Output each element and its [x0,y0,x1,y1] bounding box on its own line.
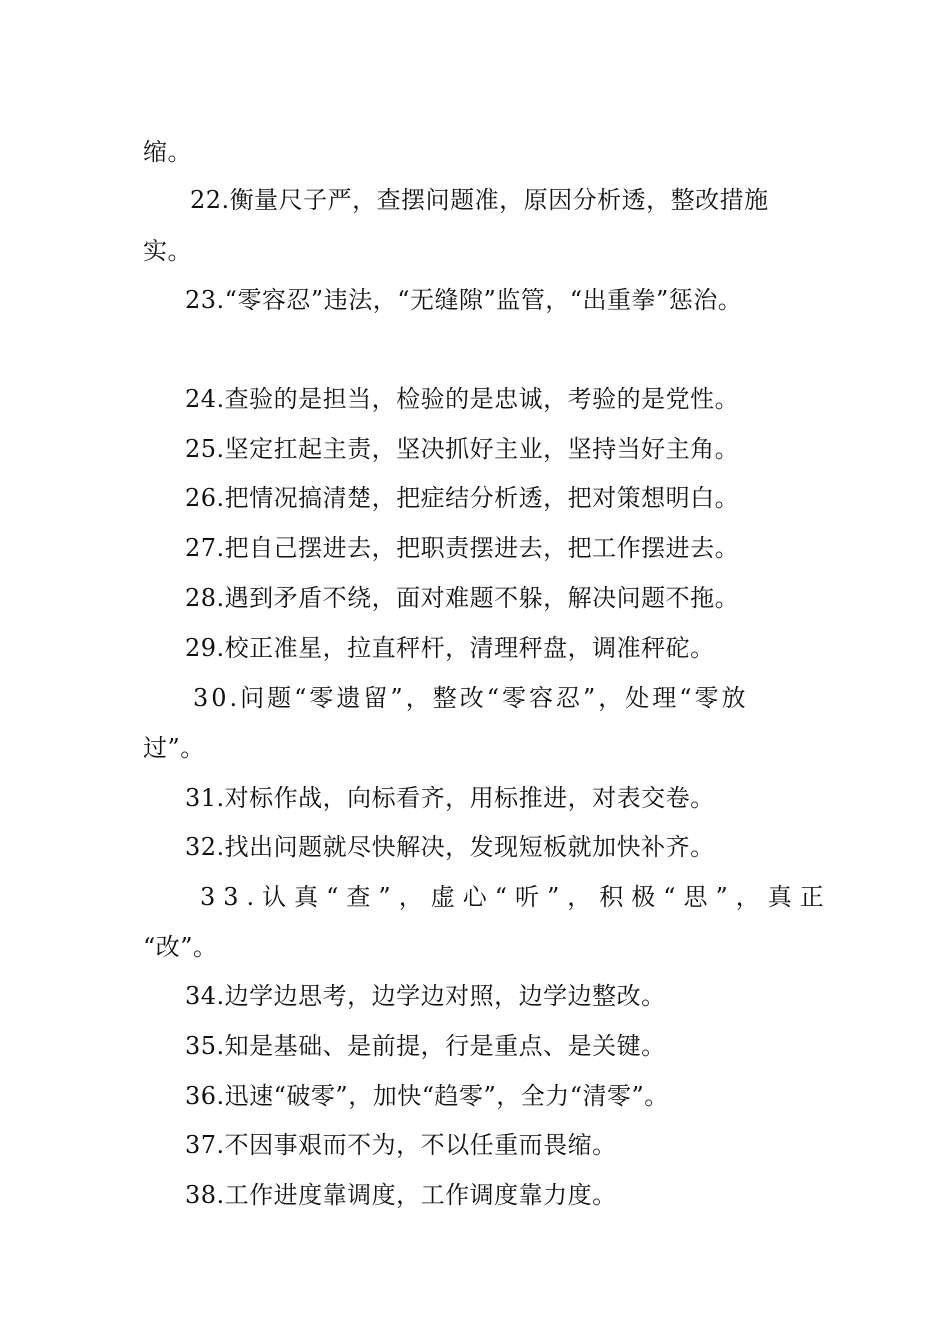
paragraph-line: 过”。 [143,734,205,762]
paragraph-line: 25.坚定扛起主责，坚决抓好主业，坚持当好主角。 [185,435,740,463]
paragraph-line: 36.迅速“破零”，加快“趋零”，全力“清零”。 [185,1082,669,1110]
paragraph-line: 24.查验的是担当，检验的是忠诚，考验的是党性。 [185,385,740,413]
paragraph-line: 38.工作进度靠调度，工作调度靠力度。 [185,1181,617,1209]
paragraph-line: 31.对标作战，向标看齐，用标推进，对表交卷。 [185,784,715,812]
paragraph-line: 32.找出问题就尽快解决，发现短板就加快补齐。 [185,833,715,861]
paragraph-line: 22.衡量尺子严，查摆问题准，原因分析透，整改措施 [190,186,769,214]
paragraph-line: 27.把自己摆进去，把职责摆进去，把工作摆进去。 [185,534,740,562]
paragraph-line: 23.“零容忍”违法，“无缝隙”监管，“出重拳”惩治。 [185,286,743,314]
paragraph-line: 实。 [143,237,192,265]
paragraph-line: 30.问题“零遗留”，整改“零容忍”，处理“零放 [193,684,749,712]
paragraph-line: 26.把情况搞清楚，把症结分析透，把对策想明白。 [185,484,740,512]
paragraph-line: 28.遇到矛盾不绕，面对难题不躲，解决问题不拖。 [185,584,740,612]
paragraph-line: 29.校正准星，拉直秤杆，清理秤盘，调准秤砣。 [185,634,715,662]
paragraph-line: “改”。 [143,933,218,961]
paragraph-line: 33.认真“查”，虚心“听”，积极“思”，真正 [200,883,832,911]
paragraph-line: 缩。 [143,138,192,166]
paragraph-line: 34.边学边思考，边学边对照，边学边整改。 [185,982,666,1010]
paragraph-line: 37.不因事艰而不为，不以任重而畏缩。 [185,1131,617,1159]
paragraph-line: 35.知是基础、是前提，行是重点、是关键。 [185,1032,666,1060]
